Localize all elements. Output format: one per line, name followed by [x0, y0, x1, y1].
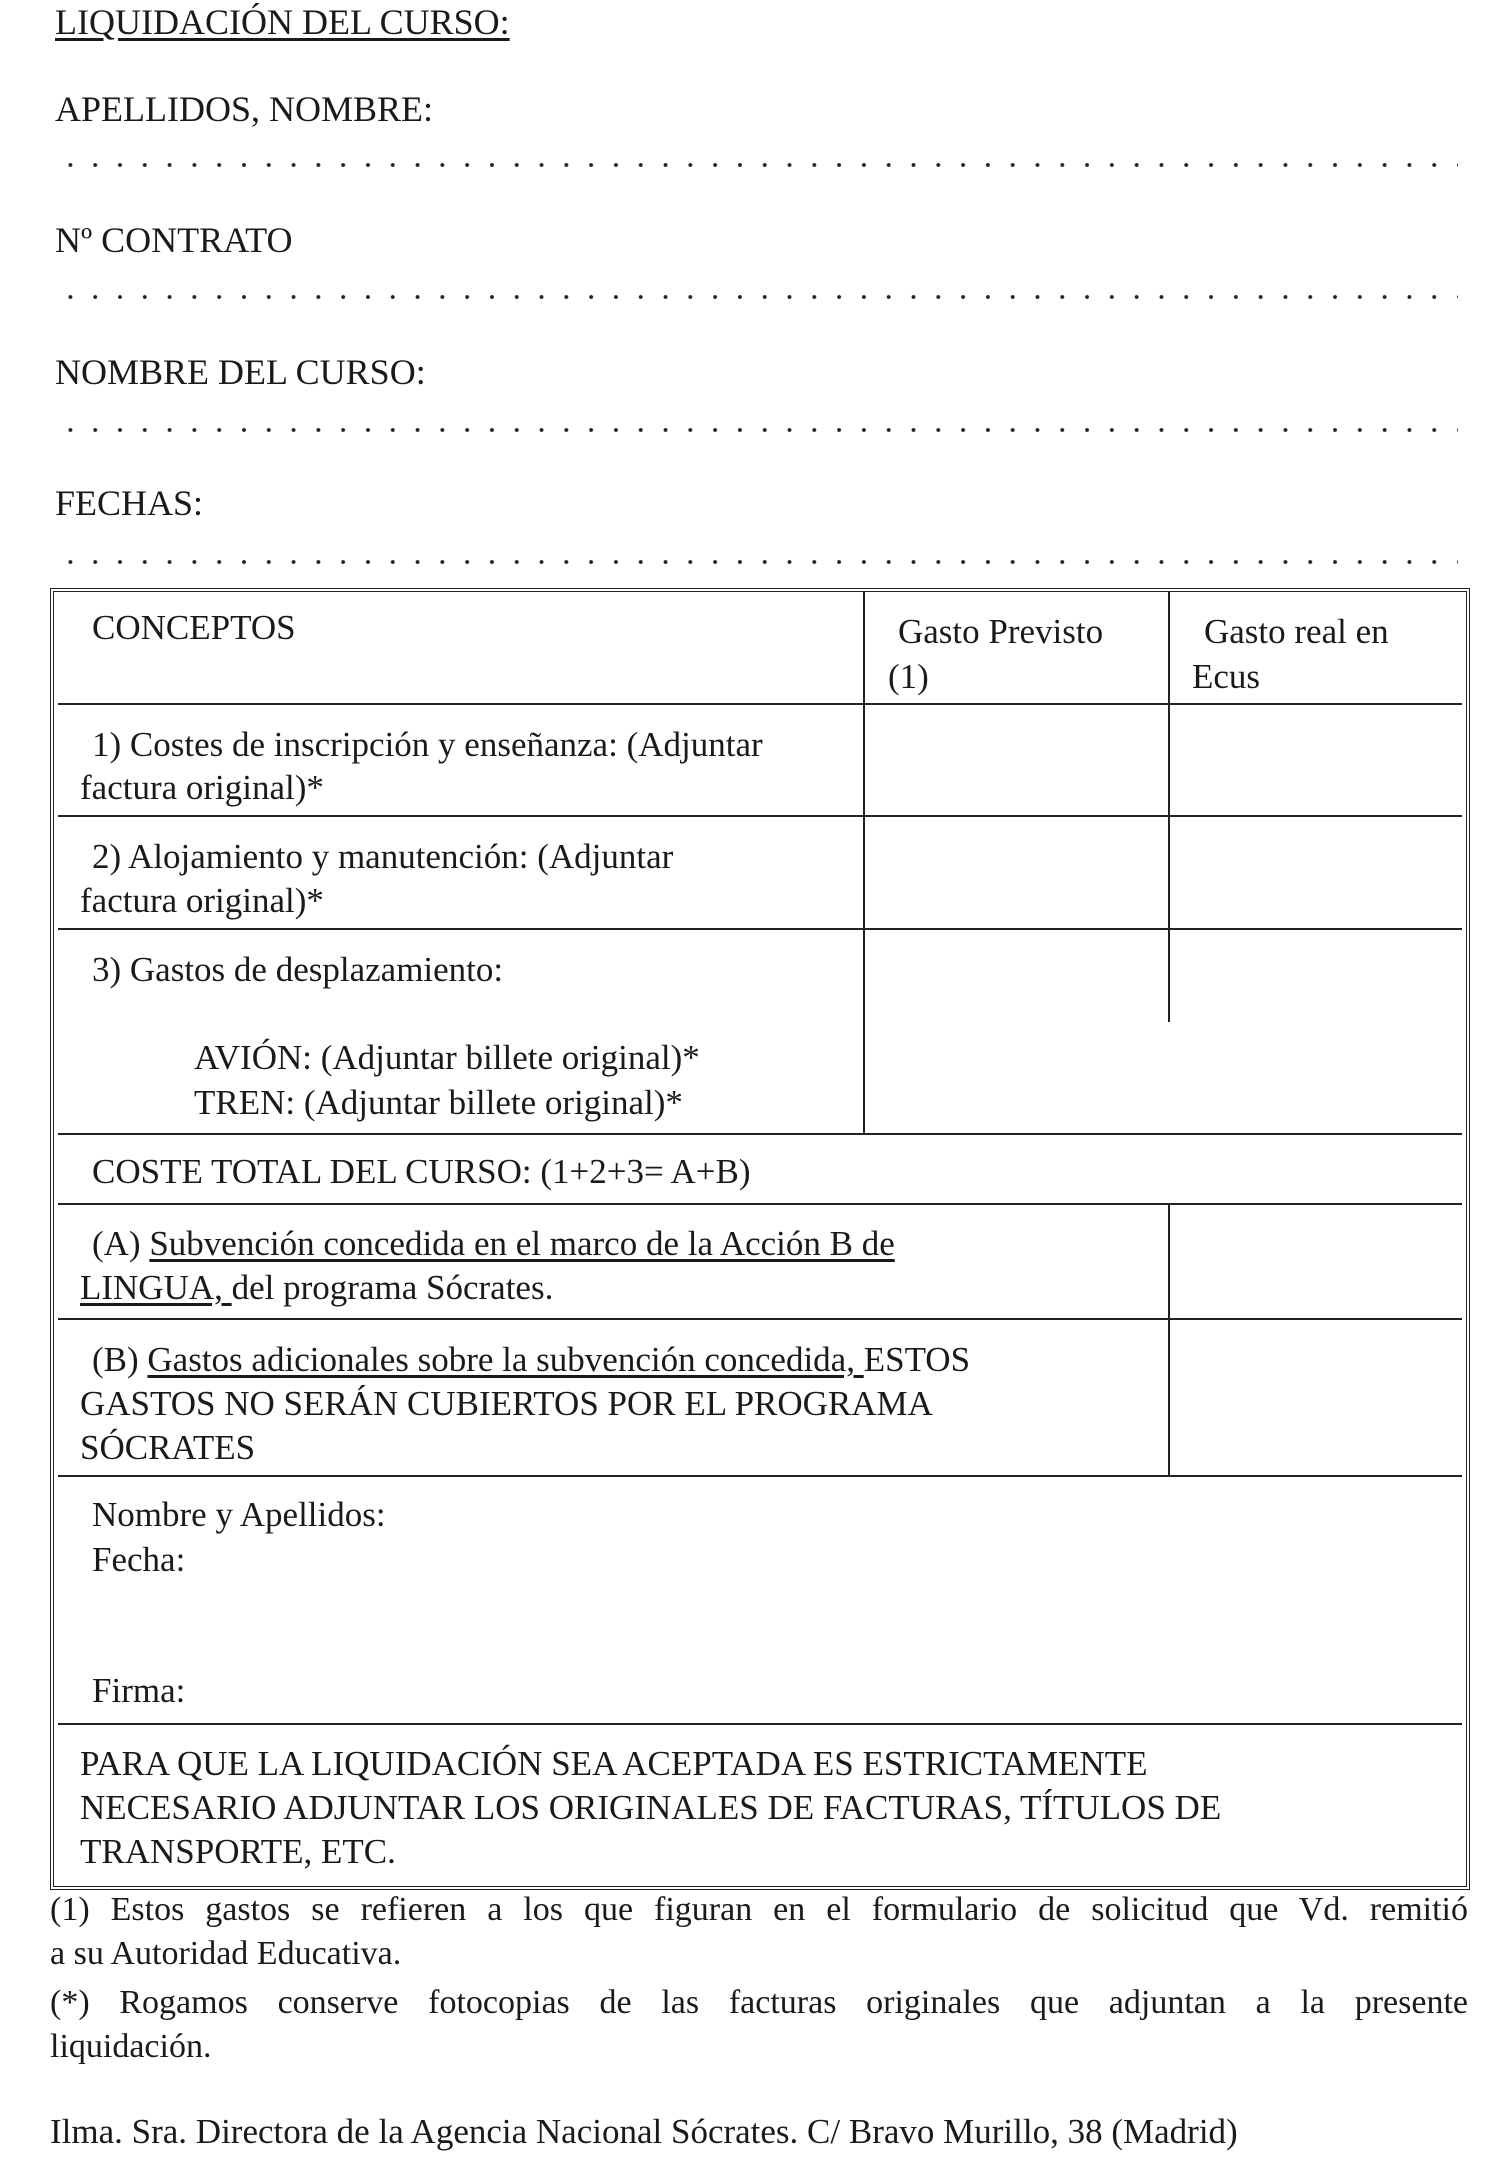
header-planned-note: (1) [888, 657, 929, 696]
name-label: APELLIDOS, NOMBRE: [55, 89, 434, 129]
row-b-underlined: Gastos adicionales sobre la subvención concedida, [147, 1340, 864, 1379]
row1-concept: 1) Costes de inscripción y enseñanza: (Adjuntar [92, 725, 763, 764]
sign-date-label: Fecha: [92, 1540, 186, 1579]
row1-planned-cell[interactable] [868, 708, 1166, 813]
row-divider [58, 1723, 1462, 1725]
row-a-rest: del programa Sócrates. [231, 1268, 554, 1307]
recipient-address: Ilma. Sra. Directora de la Agencia Nacional Sócrates. C/ Bravo Murillo, 38 (Madrid) [50, 2112, 1238, 2151]
sign-name-label: Nombre y Apellidos: [92, 1495, 386, 1534]
row-b-rest: ESTOS [863, 1340, 971, 1379]
document-title: LIQUIDACIÓN DEL CURSO: [55, 2, 510, 42]
row-b-line1 [92, 1338, 970, 1382]
row2-concept-cont: factura original)* [80, 881, 324, 920]
dates-label: FECHAS: [55, 483, 204, 523]
row-a-line2 [80, 1266, 553, 1310]
footnote-1-cont: a su Autoridad Educativa. [50, 1935, 402, 1972]
notice-line1: PARA QUE LA LIQUIDACIÓN SEA ACEPTADA ES ESTRICTAMENTE [80, 1744, 1148, 1783]
row-a-real-cell[interactable] [1173, 1208, 1459, 1316]
contract-dotted-line[interactable] [58, 292, 1458, 302]
row-divider [58, 1318, 1462, 1320]
row-a-prefix: (A) [92, 1224, 150, 1263]
row-divider [58, 1203, 1462, 1205]
notice-line2: NECESARIO ADJUNTAR LOS ORIGINALES DE FACTURAS, TÍTULOS DE [80, 1788, 1222, 1827]
row-divider [58, 703, 1462, 705]
footnote-1: (1) Estos gastos se refieren a los que figuran en el formulario de solicitud que Vd. remitió [50, 1891, 1468, 1928]
row-a-line1 [92, 1222, 895, 1266]
header-planned-expense: Gasto Previsto [898, 612, 1104, 651]
row-a-lingua: LINGUA, [80, 1268, 232, 1307]
contract-label: Nº CONTRATO [55, 220, 293, 260]
row-b-real-cell[interactable] [1173, 1323, 1459, 1473]
row1-real-cell[interactable] [1173, 708, 1459, 813]
header-real-expense: Gasto real en [1204, 612, 1389, 651]
row-b-prefix: (B) [92, 1340, 148, 1379]
row3-real-cell[interactable] [1173, 933, 1459, 1131]
name-dotted-line[interactable] [58, 160, 1458, 170]
header-concepts: CONCEPTOS [92, 608, 296, 647]
row-divider [58, 1475, 1462, 1477]
row3-planned-cell[interactable] [868, 933, 1166, 1131]
row3-train: TREN: (Adjuntar billete original)* [194, 1083, 683, 1122]
column-divider [1168, 1203, 1170, 1476]
signature-label: Firma: [92, 1671, 186, 1710]
column-divider [863, 592, 865, 1134]
footnote-2: (*) Rogamos conserve fotocopias de las facturas originales que adjuntan a la presente [50, 1984, 1468, 2021]
row2-real-cell[interactable] [1173, 820, 1459, 925]
notice-line3: TRANSPORTE, ETC. [80, 1832, 396, 1871]
signature-area[interactable] [420, 1480, 1450, 1715]
row-divider [58, 815, 1462, 817]
row-a-underlined: Subvención concedida en el marco de la Acción B de [149, 1224, 895, 1263]
dates-dotted-line[interactable] [58, 557, 1458, 567]
row3-plane: AVIÓN: (Adjuntar billete original)* [194, 1038, 700, 1077]
header-real-currency: Ecus [1192, 657, 1261, 696]
course-name-label: NOMBRE DEL CURSO: [55, 352, 426, 392]
row3-concept: 3) Gastos de desplazamiento: [92, 950, 504, 989]
course-name-dotted-line[interactable] [58, 425, 1458, 435]
row2-concept: 2) Alojamiento y manutención: (Adjuntar [92, 837, 674, 876]
row1-concept-cont: factura original)* [80, 768, 324, 807]
row-divider [58, 928, 1462, 930]
total-cost-label: COSTE TOTAL DEL CURSO: (1+2+3= A+B) [92, 1152, 751, 1191]
row-b-line2: GASTOS NO SERÁN CUBIERTOS POR EL PROGRAMA [80, 1384, 933, 1423]
row-b-line3: SÓCRATES [80, 1428, 256, 1467]
row2-planned-cell[interactable] [868, 820, 1166, 925]
footnote-2-cont: liquidación. [50, 2028, 212, 2065]
row-divider [58, 1133, 1462, 1135]
column-divider [1168, 592, 1170, 1022]
